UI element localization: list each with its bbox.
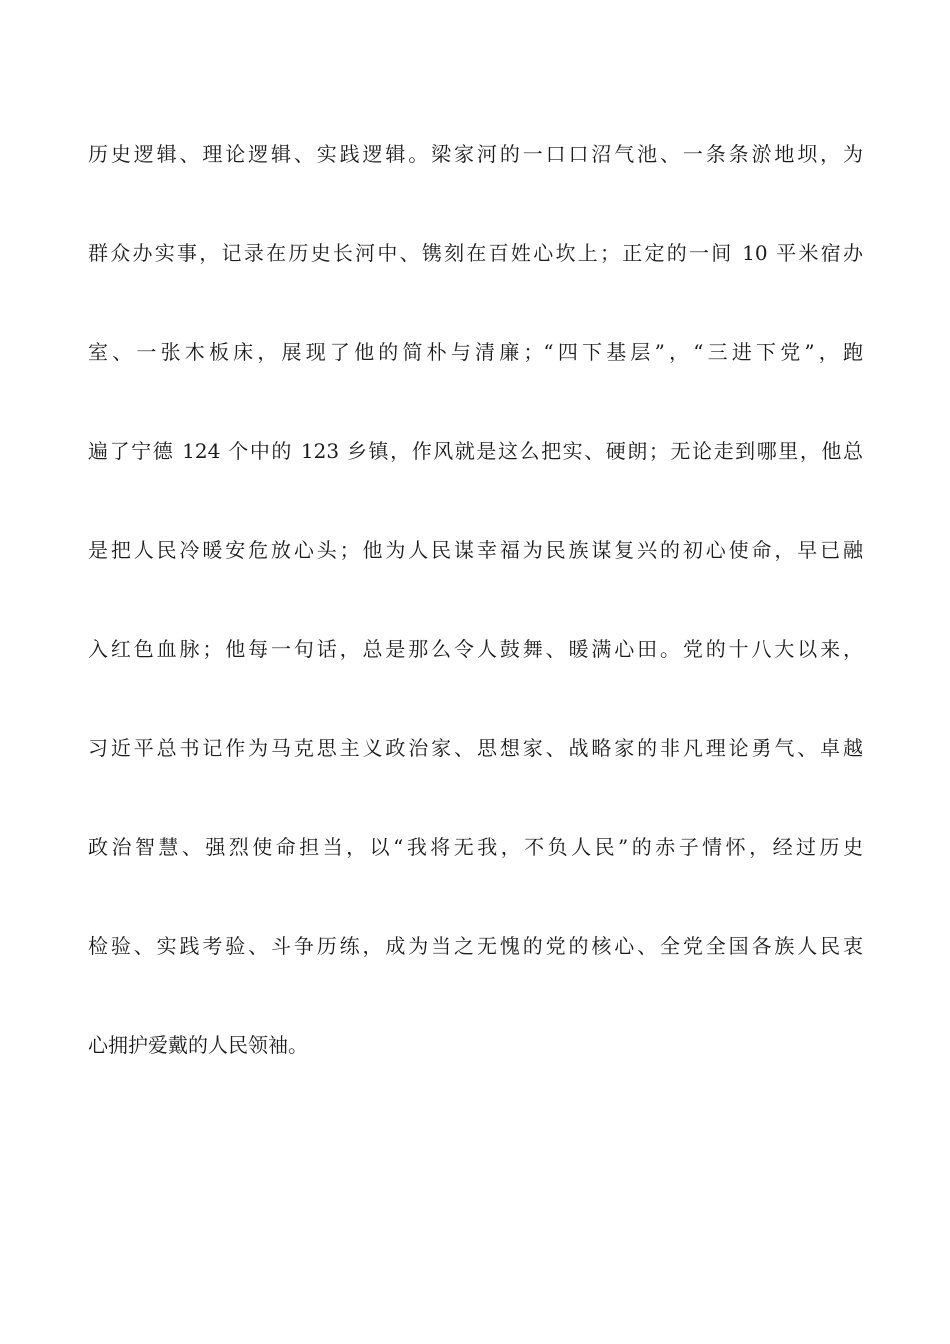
text-line: 历史逻辑、理论逻辑、实践逻辑。梁家河的一口口沼气池、一条条淤地坝，为 [88,142,863,166]
text-line: 政治智慧、强烈使命担当，以“我将无我，不负人民”的赤子情怀，经过历史 [88,835,863,859]
text-line: 遍了宁德 124 个中的 123 乡镇，作风就是这么把实、硬朗；无论走到哪里，他总 [88,439,863,463]
text-line: 检验、实践考验、斗争历练，成为当之无愧的党的核心、全党全国各族人民衷 [88,934,863,958]
text-line: 习近平总书记作为马克思主义政治家、思想家、战略家的非凡理论勇气、卓越 [88,736,863,760]
text-line: 是把人民冷暖安危放心头；他为人民谋幸福为民族谋复兴的初心使命，早已融 [88,538,863,562]
text-line: 入红色血脉；他每一句话，总是那么令人鼓舞、暖满心田。党的十八大以来， [88,637,863,661]
text-line: 心拥护爱戴的人民领袖。 [88,1033,308,1057]
text-line: 室、一张木板床，展现了他的简朴与清廉；“四下基层”，“三进下党”，跑 [88,340,863,364]
text-line: 群众办实事，记录在历史长河中、镌刻在百姓心坎上；正定的一间 10 平米宿办 [88,241,863,265]
body-paragraph [88,131,863,1121]
